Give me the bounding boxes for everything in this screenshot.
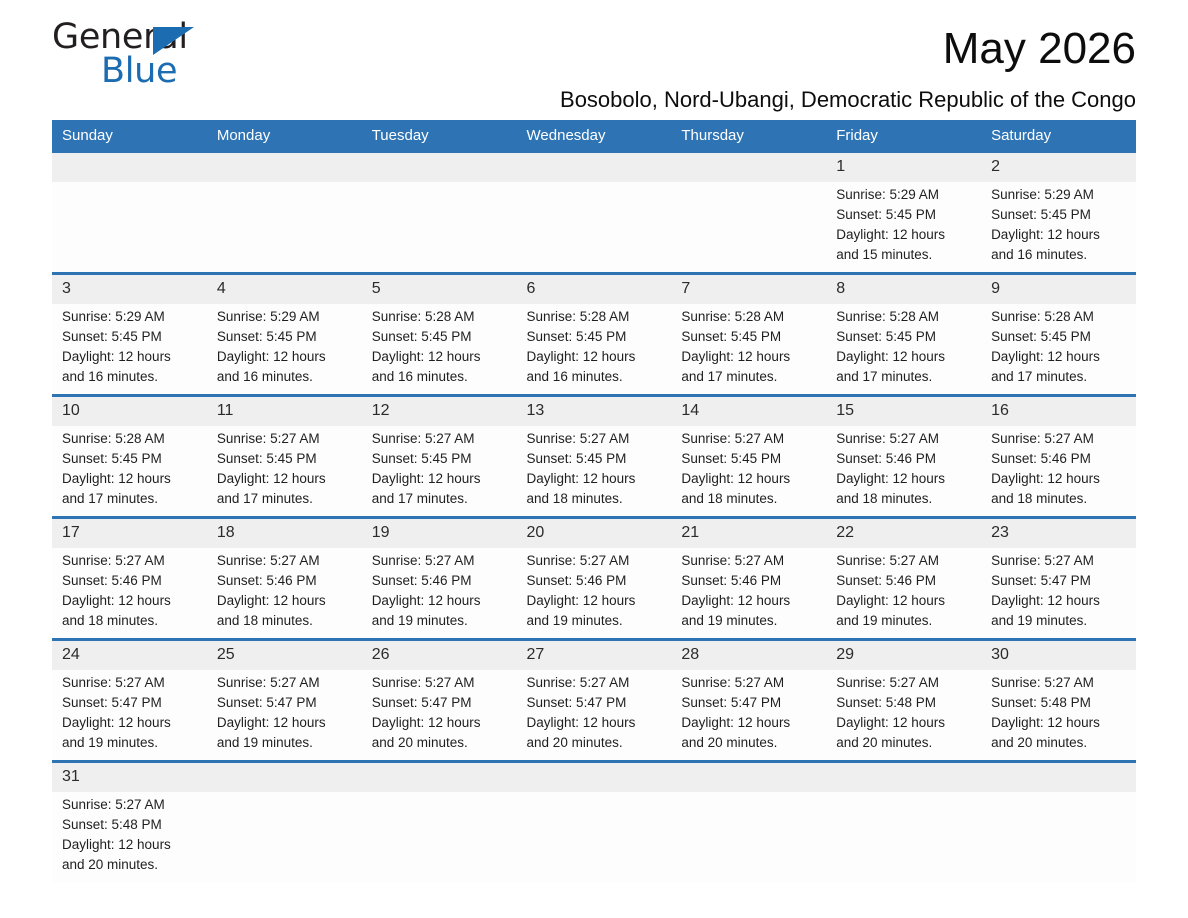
day-detail-cell[interactable] [207,548,362,640]
day-sunrise-line: Sunrise: 5:28 AM [991,309,1094,324]
day-sunset-line: Sunset: 5:47 PM [991,573,1091,588]
day-detail-cell[interactable] [362,426,517,518]
day-sunrise-line: Sunrise: 5:27 AM [681,431,785,446]
day-sunset-line: Sunset: 5:45 PM [216,451,317,466]
day-number[interactable]: 29 [826,640,981,671]
day-daylight-line: and 17 minutes. [836,369,933,384]
day-sunrise-line: Sunrise: 5:27 AM [526,431,630,446]
day-number[interactable]: 7 [671,274,826,305]
day-sunrise-line: Sunrise: 5:27 AM [62,553,165,568]
day-detail-cell[interactable] [207,304,362,396]
day-daylight-line: and 19 minutes. [62,735,159,750]
calendar-week-details [52,304,1136,396]
day-sunset-line: Sunset: 5:45 PM [216,329,317,344]
day-sunrise-line: Sunrise: 5:29 AM [62,309,165,324]
empty-day-cell [517,792,672,882]
day-number[interactable]: 6 [517,274,672,305]
calendar-week-datenumbers [52,762,1136,793]
day-sunset-line: Sunset: 5:48 PM [991,695,1091,710]
empty-day-number [671,153,826,182]
day-daylight-line: and 19 minutes. [216,735,313,750]
day-number[interactable]: 23 [981,518,1136,549]
sunrise-sunset-calendar [52,120,1136,882]
day-detail-cell[interactable] [52,792,207,882]
day-daylight-line: and 16 minutes. [216,369,313,384]
day-sunset-line: Sunset: 5:45 PM [991,329,1091,344]
day-sunrise-line: Sunrise: 5:27 AM [216,553,320,568]
day-sunset-line: Sunset: 5:46 PM [681,573,782,588]
empty-day-number [362,153,517,182]
day-number[interactable]: 9 [981,274,1136,305]
logo-text-blue: Blue [101,51,178,91]
day-daylight-line: and 17 minutes. [371,491,468,506]
day-sunset-line: Sunset: 5:48 PM [62,817,162,832]
empty-day-number [671,762,826,793]
day-number[interactable]: 18 [207,518,362,549]
day-daylight-line: and 19 minutes. [836,613,933,628]
day-daylight-line: and 16 minutes. [526,369,623,384]
day-detail-cell[interactable] [207,670,362,762]
page-title: May 2026 [942,24,1136,73]
day-detail-cell[interactable] [362,670,517,762]
day-daylight-line: Daylight: 12 hours [836,227,946,242]
empty-day-cell [517,182,672,274]
weekday-header-thursday: Thursday [671,120,826,153]
day-sunrise-line: Sunrise: 5:27 AM [681,675,785,690]
day-daylight-line: Daylight: 12 hours [371,349,481,364]
day-number[interactable]: 15 [826,396,981,427]
day-sunrise-line: Sunrise: 5:27 AM [681,553,785,568]
empty-day-number [826,762,981,793]
day-daylight-line: Daylight: 12 hours [526,715,636,730]
calendar-header-row [52,120,1136,153]
day-number[interactable]: 11 [207,396,362,427]
day-number[interactable]: 26 [362,640,517,671]
day-detail-cell[interactable] [517,304,672,396]
logo-text-general: General [52,17,188,57]
day-number[interactable]: 19 [362,518,517,549]
empty-day-number [981,762,1136,793]
day-daylight-line: and 20 minutes. [836,735,933,750]
day-sunrise-line: Sunrise: 5:27 AM [836,431,940,446]
day-number[interactable]: 3 [52,274,207,305]
calendar-week-datenumbers [52,396,1136,427]
day-daylight-line: Daylight: 12 hours [836,349,946,364]
empty-day-cell [671,792,826,882]
day-daylight-line: and 17 minutes. [216,491,313,506]
day-detail-cell[interactable] [517,548,672,640]
day-sunset-line: Sunset: 5:47 PM [216,695,317,710]
calendar-week-details [52,548,1136,640]
day-daylight-line: and 16 minutes. [371,369,468,384]
day-sunrise-line: Sunrise: 5:28 AM [681,309,785,324]
day-number[interactable]: 13 [517,396,672,427]
day-sunset-line: Sunset: 5:45 PM [371,329,472,344]
day-daylight-line: and 20 minutes. [371,735,468,750]
day-daylight-line: Daylight: 12 hours [836,593,946,608]
day-number[interactable]: 17 [52,518,207,549]
day-detail-cell[interactable] [671,304,826,396]
day-sunrise-line: Sunrise: 5:27 AM [836,553,940,568]
day-sunset-line: Sunset: 5:46 PM [991,451,1091,466]
day-number[interactable]: 2 [981,153,1136,182]
day-sunset-line: Sunset: 5:47 PM [681,695,782,710]
day-number[interactable]: 20 [517,518,672,549]
day-daylight-line: Daylight: 12 hours [371,593,481,608]
empty-day-number [362,762,517,793]
day-detail-cell[interactable] [362,304,517,396]
day-daylight-line: and 20 minutes. [526,735,623,750]
day-sunset-line: Sunset: 5:46 PM [526,573,627,588]
day-daylight-line: and 17 minutes. [991,369,1088,384]
day-daylight-line: Daylight: 12 hours [836,471,946,486]
day-sunrise-line: Sunrise: 5:27 AM [62,797,165,812]
day-sunset-line: Sunset: 5:45 PM [836,207,937,222]
day-detail-cell[interactable] [826,548,981,640]
day-detail-cell[interactable] [981,670,1136,762]
day-sunrise-line: Sunrise: 5:27 AM [526,553,630,568]
day-sunset-line: Sunset: 5:46 PM [836,451,937,466]
day-daylight-line: Daylight: 12 hours [991,715,1100,730]
day-sunset-line: Sunset: 5:45 PM [991,207,1091,222]
day-sunset-line: Sunset: 5:46 PM [371,573,472,588]
day-daylight-line: Daylight: 12 hours [991,227,1100,242]
day-daylight-line: Daylight: 12 hours [216,593,326,608]
empty-day-number [517,762,672,793]
day-sunset-line: Sunset: 5:45 PM [62,451,162,466]
day-daylight-line: and 19 minutes. [526,613,623,628]
calendar-week-datenumbers [52,274,1136,305]
day-number[interactable]: 22 [826,518,981,549]
day-number[interactable]: 16 [981,396,1136,427]
calendar-week-details [52,670,1136,762]
day-daylight-line: and 16 minutes. [62,369,159,384]
day-daylight-line: and 19 minutes. [681,613,778,628]
empty-day-cell [826,792,981,882]
day-number[interactable]: 1 [826,153,981,182]
day-number[interactable]: 25 [207,640,362,671]
day-sunrise-line: Sunrise: 5:27 AM [216,675,320,690]
day-sunrise-line: Sunrise: 5:29 AM [836,187,940,202]
day-sunrise-line: Sunrise: 5:28 AM [836,309,940,324]
day-daylight-line: and 18 minutes. [681,491,778,506]
empty-day-cell [52,182,207,274]
day-detail-cell[interactable] [671,670,826,762]
day-daylight-line: Daylight: 12 hours [216,715,326,730]
calendar-week-details [52,792,1136,882]
day-daylight-line: Daylight: 12 hours [62,349,171,364]
day-daylight-line: Daylight: 12 hours [681,593,791,608]
empty-day-cell [207,792,362,882]
day-sunset-line: Sunset: 5:47 PM [371,695,472,710]
day-sunrise-line: Sunrise: 5:27 AM [991,675,1094,690]
day-daylight-line: and 19 minutes. [371,613,468,628]
weekday-header-saturday: Saturday [981,120,1136,153]
day-daylight-line: and 17 minutes. [62,491,159,506]
day-sunset-line: Sunset: 5:45 PM [526,329,627,344]
day-detail-cell[interactable] [52,304,207,396]
day-detail-cell[interactable] [517,670,672,762]
day-daylight-line: Daylight: 12 hours [526,593,636,608]
day-daylight-line: Daylight: 12 hours [62,837,171,852]
day-daylight-line: Daylight: 12 hours [681,349,791,364]
day-daylight-line: Daylight: 12 hours [62,593,171,608]
calendar-week-datenumbers [52,640,1136,671]
day-sunrise-line: Sunrise: 5:27 AM [836,675,940,690]
day-daylight-line: and 18 minutes. [526,491,623,506]
day-daylight-line: and 17 minutes. [681,369,778,384]
day-number[interactable]: 31 [52,762,207,793]
day-daylight-line: Daylight: 12 hours [526,349,636,364]
day-daylight-line: Daylight: 12 hours [216,349,326,364]
day-number[interactable]: 30 [981,640,1136,671]
calendar-body [52,153,1136,882]
day-sunrise-line: Sunrise: 5:27 AM [62,675,165,690]
day-number[interactable]: 12 [362,396,517,427]
day-number[interactable]: 10 [52,396,207,427]
day-sunrise-line: Sunrise: 5:27 AM [371,675,475,690]
day-daylight-line: Daylight: 12 hours [216,471,326,486]
day-sunrise-line: Sunrise: 5:28 AM [371,309,475,324]
calendar-week-details [52,182,1136,274]
day-detail-cell[interactable] [52,426,207,518]
page-subtitle: Bosobolo, Nord-Ubangi, Democratic Republic of the Congo [560,87,1136,112]
day-detail-cell[interactable] [826,426,981,518]
title-block [356,0,1136,114]
weekday-header-wednesday: Wednesday [517,120,672,153]
day-detail-cell[interactable] [981,304,1136,396]
day-sunrise-line: Sunrise: 5:28 AM [526,309,630,324]
empty-day-cell [207,182,362,274]
calendar-week-datenumbers [52,153,1136,182]
day-sunrise-line: Sunrise: 5:29 AM [216,309,320,324]
day-detail-cell[interactable] [671,548,826,640]
day-detail-cell[interactable] [207,426,362,518]
day-daylight-line: Daylight: 12 hours [991,349,1100,364]
day-detail-cell[interactable] [981,426,1136,518]
day-detail-cell[interactable] [362,548,517,640]
day-daylight-line: Daylight: 12 hours [991,593,1100,608]
day-number[interactable]: 4 [207,274,362,305]
day-daylight-line: Daylight: 12 hours [62,471,171,486]
day-number[interactable]: 8 [826,274,981,305]
day-daylight-line: and 20 minutes. [991,735,1088,750]
day-sunset-line: Sunset: 5:46 PM [216,573,317,588]
day-detail-cell[interactable] [517,426,672,518]
day-daylight-line: Daylight: 12 hours [681,471,791,486]
empty-day-number [517,153,672,182]
day-sunset-line: Sunset: 5:45 PM [681,451,782,466]
day-sunset-line: Sunset: 5:45 PM [371,451,472,466]
day-daylight-line: Daylight: 12 hours [371,715,481,730]
day-daylight-line: and 18 minutes. [991,491,1088,506]
day-sunrise-line: Sunrise: 5:27 AM [371,431,475,446]
day-sunset-line: Sunset: 5:46 PM [62,573,162,588]
empty-day-cell [362,182,517,274]
weekday-header-friday: Friday [826,120,981,153]
day-daylight-line: and 20 minutes. [681,735,778,750]
day-daylight-line: Daylight: 12 hours [371,471,481,486]
day-number[interactable]: 21 [671,518,826,549]
day-detail-cell[interactable] [671,426,826,518]
day-number[interactable]: 27 [517,640,672,671]
day-sunset-line: Sunset: 5:47 PM [62,695,162,710]
day-daylight-line: and 18 minutes. [62,613,159,628]
day-sunset-line: Sunset: 5:45 PM [681,329,782,344]
day-daylight-line: Daylight: 12 hours [681,715,791,730]
day-sunrise-line: Sunrise: 5:29 AM [991,187,1094,202]
day-number[interactable]: 24 [52,640,207,671]
day-sunrise-line: Sunrise: 5:27 AM [216,431,320,446]
day-daylight-line: Daylight: 12 hours [991,471,1100,486]
page-header [52,0,1136,112]
empty-day-cell [981,792,1136,882]
empty-day-cell [362,792,517,882]
day-sunset-line: Sunset: 5:46 PM [836,573,937,588]
empty-day-number [207,153,362,182]
calendar-week-datenumbers [52,518,1136,549]
weekday-header-sunday: Sunday [52,120,207,153]
day-sunrise-line: Sunrise: 5:28 AM [62,431,165,446]
day-daylight-line: Daylight: 12 hours [62,715,171,730]
day-detail-cell[interactable] [826,670,981,762]
day-daylight-line: and 15 minutes. [836,247,933,262]
day-daylight-line: Daylight: 12 hours [526,471,636,486]
day-detail-cell[interactable] [826,182,981,274]
calendar-week-details [52,426,1136,518]
empty-day-number [207,762,362,793]
day-sunset-line: Sunset: 5:45 PM [62,329,162,344]
day-daylight-line: and 18 minutes. [216,613,313,628]
day-detail-cell[interactable] [826,304,981,396]
day-daylight-line: Daylight: 12 hours [836,715,946,730]
day-daylight-line: and 19 minutes. [991,613,1088,628]
day-sunset-line: Sunset: 5:47 PM [526,695,627,710]
day-sunrise-line: Sunrise: 5:27 AM [991,431,1094,446]
weekday-header-monday: Monday [207,120,362,153]
day-detail-cell[interactable] [981,548,1136,640]
day-sunset-line: Sunset: 5:48 PM [836,695,937,710]
day-detail-cell[interactable] [52,670,207,762]
day-sunrise-line: Sunrise: 5:27 AM [526,675,630,690]
day-number[interactable]: 14 [671,396,826,427]
day-number[interactable]: 5 [362,274,517,305]
day-sunrise-line: Sunrise: 5:27 AM [371,553,475,568]
day-sunset-line: Sunset: 5:45 PM [836,329,937,344]
day-detail-cell[interactable] [981,182,1136,274]
general-blue-logo[interactable] [52,10,352,96]
day-daylight-line: and 20 minutes. [62,857,159,872]
day-daylight-line: and 18 minutes. [836,491,933,506]
day-sunset-line: Sunset: 5:45 PM [526,451,627,466]
weekday-header-tuesday: Tuesday [362,120,517,153]
day-sunrise-line: Sunrise: 5:27 AM [991,553,1094,568]
day-number[interactable]: 28 [671,640,826,671]
day-daylight-line: and 16 minutes. [991,247,1088,262]
day-detail-cell[interactable] [52,548,207,640]
empty-day-cell [671,182,826,274]
empty-day-number [52,153,207,182]
